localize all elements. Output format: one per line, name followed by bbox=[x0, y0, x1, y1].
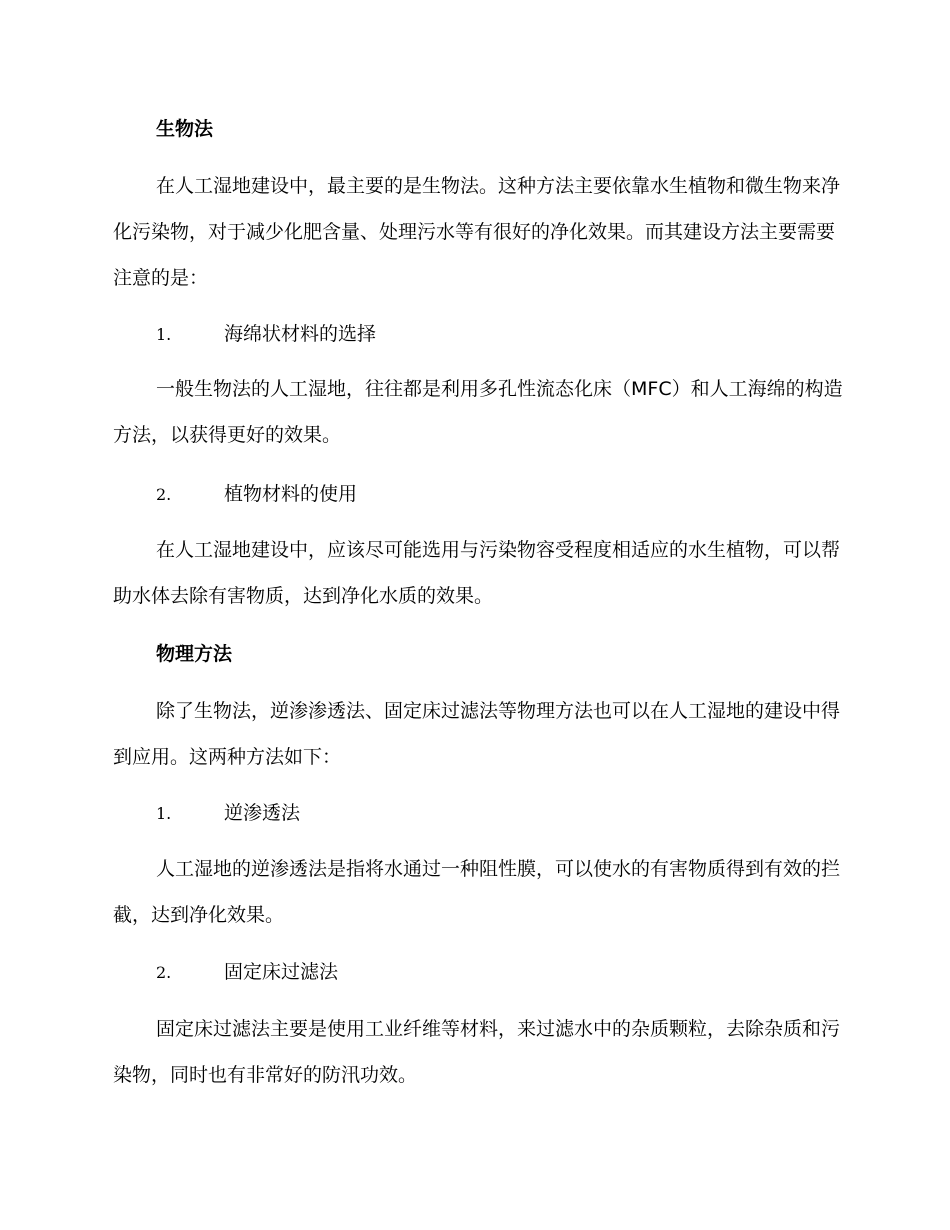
list-number: 2. bbox=[156, 963, 172, 982]
list-number: 1. bbox=[156, 804, 172, 823]
list-number: 1. bbox=[156, 325, 172, 344]
section-intro-physical: 除了生物法，逆渗渗透法、固定床过滤法等物理方法也可以在人工湿地的建设中得到应用。这两种方法如下： bbox=[113, 700, 841, 768]
list-item-body-fixed-bed-filtration: 固定床过滤法主要是使用工业纤维等材料，来过滤水中的杂质颗粒，去除杂质和污染物，同时也有非常好的防汛功效。 bbox=[113, 1018, 841, 1086]
list-item-title: 固定床过滤法 bbox=[224, 961, 339, 983]
list-item-fixed-bed-filtration bbox=[156, 960, 338, 985]
list-item-reverse-osmosis bbox=[156, 801, 300, 826]
list-number: 2. bbox=[156, 485, 172, 504]
section-heading-biological: 生物法 bbox=[156, 118, 214, 140]
section-intro-biological: 在人工湿地建设中，最主要的是生物法。这种方法主要依靠水生植物和微生物来净化污染物，对于减少化肥含量、处理污水等有很好的净化效果。而其建设方法主要需要注意的是： bbox=[113, 175, 841, 289]
list-item-title: 植物材料的使用 bbox=[224, 483, 358, 505]
list-item-sponge-material bbox=[156, 322, 376, 347]
list-item-body-sponge-material: 一般生物法的人工湿地，往往都是利用多孔性流态化床（MFC）和人工海绵的构造方法，以获得更好的效果。 bbox=[113, 378, 843, 446]
list-item-title: 逆渗透法 bbox=[224, 802, 301, 824]
section-heading-physical: 物理方法 bbox=[156, 643, 233, 665]
list-item-title: 海绵状材料的选择 bbox=[224, 323, 377, 345]
list-item-body-plant-material: 在人工湿地建设中，应该尽可能选用与污染物容受程度相适应的水生植物，可以帮助水体去除有害物质，达到净化水质的效果。 bbox=[113, 539, 841, 607]
list-item-body-reverse-osmosis: 人工湿地的逆渗透法是指将水通过一种阻性膜，可以使水的有害物质得到有效的拦截，达到净化效果。 bbox=[113, 858, 841, 926]
list-item-plant-material bbox=[156, 482, 357, 507]
